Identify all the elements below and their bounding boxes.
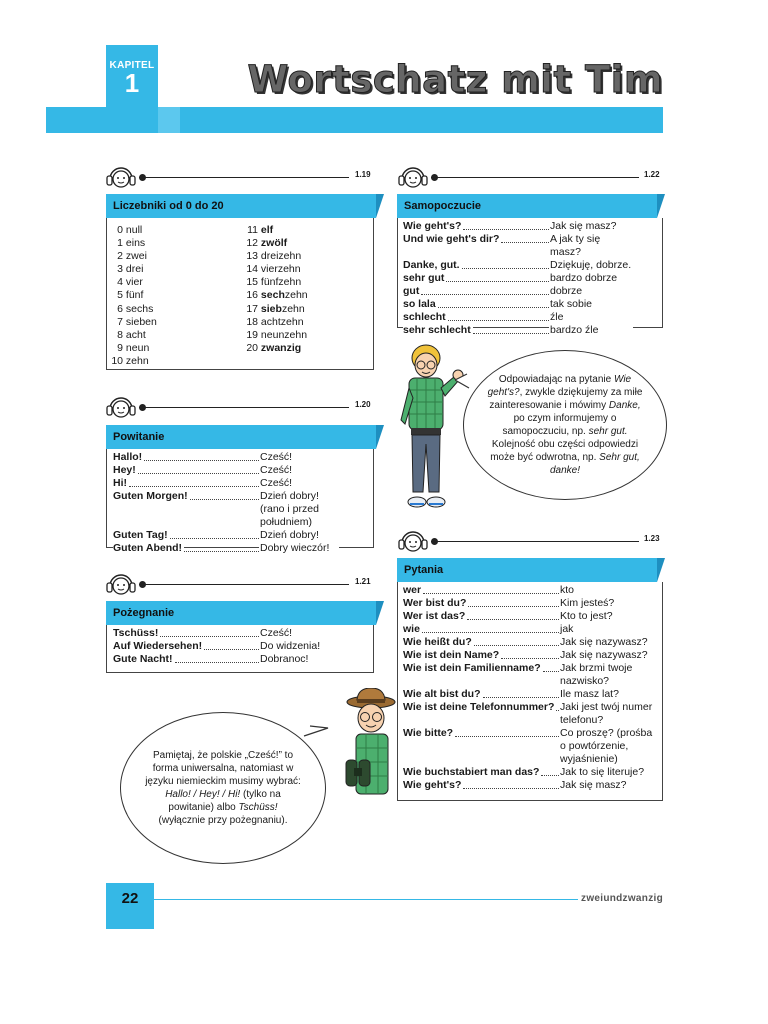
questions-box	[397, 564, 663, 801]
number-row	[110, 329, 157, 342]
vocab-row	[113, 451, 339, 464]
polish-translation: Cześć!	[259, 464, 339, 477]
number-word: vierzehn	[260, 263, 301, 276]
german-phrase: wie	[403, 623, 420, 635]
vocab-row	[113, 477, 339, 490]
polish-translation: jak	[559, 623, 657, 636]
number-row	[245, 250, 308, 263]
number-row	[245, 316, 308, 329]
number-row	[110, 316, 157, 329]
dotted-leader	[462, 259, 549, 269]
vocab-row	[403, 649, 657, 662]
tim-character-illustration	[393, 340, 471, 520]
polish-translation: Do widzenia!	[259, 640, 323, 653]
number-row	[110, 263, 157, 276]
number-row	[110, 342, 157, 355]
polish-translation: Cześć!	[259, 627, 323, 640]
dotted-leader	[170, 529, 259, 539]
numbers-column-left	[110, 224, 157, 368]
questions-box-title: Pytania	[397, 558, 657, 582]
number-row	[245, 329, 308, 342]
numbers-column-right	[245, 224, 308, 355]
number-word: eins	[125, 237, 146, 250]
vocab-row	[403, 220, 633, 233]
number-word: achtzehn	[260, 315, 304, 328]
german-phrase: Hi!	[113, 477, 127, 489]
chapter-label: KAPITEL	[109, 60, 155, 71]
dotted-leader	[474, 636, 559, 646]
german-phrase: Auf Wiedersehen!	[113, 640, 203, 652]
number-digit: 3	[117, 263, 123, 276]
german-phrase: wer	[403, 584, 422, 596]
vocab-row	[403, 766, 657, 779]
greeting-box-title: Powitanie	[106, 425, 376, 449]
polish-translation: Kim jesteś?	[559, 597, 657, 610]
dotted-leader	[421, 285, 549, 295]
german-phrase: Hey!	[113, 464, 136, 476]
number-row	[245, 263, 308, 276]
dotted-leader	[501, 233, 549, 243]
number-digit: 10	[111, 354, 123, 367]
audio-track-row[interactable]	[397, 528, 663, 556]
number-word: fünfzehn	[260, 276, 302, 289]
wellbeing-box	[397, 200, 663, 336]
wellbeing-vocab-list	[403, 220, 633, 337]
vocab-row	[403, 285, 633, 298]
dotted-leader	[446, 272, 549, 282]
german-phrase: Hallo!	[113, 451, 143, 463]
track-number: 1.21	[355, 577, 371, 586]
dotted-leader	[138, 464, 259, 474]
vocab-row	[113, 490, 339, 529]
number-digit: 8	[117, 328, 123, 341]
dotted-leader	[463, 779, 559, 789]
numbers-box	[106, 200, 374, 370]
track-number: 1.23	[644, 534, 660, 543]
audio-track-row[interactable]	[397, 164, 663, 192]
chapter-number: 1	[124, 68, 140, 98]
polish-translation: Cześć!	[259, 477, 339, 490]
german-phrase: schlecht	[403, 311, 446, 323]
vocab-row	[113, 627, 323, 640]
polish-translation: źle	[549, 311, 633, 324]
number-digit: 12	[246, 237, 258, 250]
dotted-leader	[467, 610, 559, 620]
audio-track-row[interactable]	[105, 164, 375, 192]
vocab-row	[403, 259, 633, 272]
german-phrase: sehr schlecht	[403, 324, 471, 336]
number-digit: 1	[117, 237, 123, 250]
farewell-vocab-list	[113, 627, 323, 666]
vocab-row	[403, 623, 657, 636]
number-digit: 19	[246, 328, 258, 341]
audio-line	[139, 584, 349, 585]
number-word-bold: sech	[260, 289, 285, 302]
number-row	[110, 276, 157, 289]
audio-track-row[interactable]	[105, 571, 375, 599]
number-row	[245, 276, 308, 289]
dotted-leader	[204, 640, 259, 650]
polish-translation: Jak brzmi twoje nazwisko?	[559, 662, 657, 688]
number-word: drei	[125, 263, 144, 276]
german-phrase: Wie ist deine Telefonnummer?	[403, 701, 555, 713]
speech-bubble-note-text: Pamiętaj, że polskie „Cześć!” to forma uniwersalna, natomiast w języku niemieckim musimy wybrać: Hallo! / Hey! / Hi! (tylko na powitanie) albo Tschüss! (wyłącznie przy pożegnaniu).	[145, 750, 301, 826]
number-word: zehn	[284, 289, 308, 302]
polish-translation: Dobry wieczór!	[259, 542, 339, 555]
german-phrase: sehr gut	[403, 272, 445, 284]
german-phrase: Wie heißt du?	[403, 636, 472, 648]
german-phrase: Gute Nacht!	[113, 653, 173, 665]
header-band-notch	[158, 107, 180, 133]
dotted-leader	[184, 542, 259, 552]
german-phrase: Wie geht's?	[403, 779, 462, 791]
polish-translation: Jak się nazywasz?	[559, 636, 657, 649]
german-phrase: gut	[403, 285, 420, 297]
polish-translation: Dobranoc!	[259, 653, 323, 666]
number-digit: 13	[246, 250, 258, 263]
german-phrase: Wer bist du?	[403, 597, 467, 609]
polish-translation: bardzo źle	[549, 324, 633, 337]
number-word: sechs	[125, 302, 154, 315]
polish-translation: Dziękuję, dobrze.	[550, 259, 632, 271]
german-phrase: Und wie geht's dir?	[403, 233, 500, 245]
vocab-row	[403, 610, 657, 623]
number-word-bold: zwölf	[260, 237, 288, 250]
german-phrase: Wie ist dein Name?	[403, 649, 500, 661]
number-word: zehn	[125, 354, 149, 367]
tim-binoculars-illustration	[340, 688, 398, 800]
german-phrase: Wie bitte?	[403, 727, 454, 739]
german-phrase: Guten Tag!	[113, 529, 168, 541]
number-digit: 2	[117, 250, 123, 263]
polish-translation: Kto to jest?	[559, 610, 657, 623]
polish-translation: Jak się nazywasz?	[559, 649, 657, 662]
number-word: acht	[125, 328, 146, 341]
number-digit: 6	[117, 302, 123, 315]
speech-bubble-tail	[300, 722, 330, 742]
farewell-box-title: Pożegnanie	[106, 601, 376, 625]
polish-translation: A jak ty się masz?	[549, 233, 633, 259]
number-digit: 4	[117, 276, 123, 289]
number-digit: 17	[246, 302, 258, 315]
questions-vocab-list	[403, 584, 657, 792]
german-phrase: Wer ist das?	[403, 610, 466, 622]
polish-translation: kto	[559, 584, 657, 597]
audio-line	[431, 177, 639, 178]
dotted-leader	[438, 298, 549, 308]
number-digit: 5	[117, 289, 123, 302]
number-word: zehn	[281, 302, 305, 315]
headphones-icon[interactable]	[397, 528, 429, 556]
vocab-row	[403, 779, 657, 792]
vocab-row	[403, 311, 633, 324]
polish-translation: Dzień dobry! (rano i przed południem)	[259, 490, 339, 529]
numbers-box-title: Liczebniki od 0 do 20	[106, 194, 376, 218]
polish-translation: Jaki jest twój numer telefonu?	[559, 701, 657, 727]
number-word-bold: zwanzig	[260, 341, 302, 354]
number-row	[110, 224, 157, 237]
number-digit: 18	[246, 315, 258, 328]
german-phrase: Wie geht's?	[403, 220, 462, 232]
german-phrase: Tschüss!	[113, 627, 159, 639]
polish-translation: tak sobie	[549, 298, 633, 311]
german-phrase: so lala	[403, 298, 436, 310]
vocab-row	[403, 324, 633, 337]
number-row	[110, 289, 157, 302]
number-row	[245, 303, 308, 316]
number-word: zwei	[125, 250, 147, 263]
headphones-icon[interactable]	[105, 394, 137, 422]
number-word: sieben	[125, 315, 157, 328]
polish-translation: Jak się masz?	[559, 779, 657, 792]
vocab-row	[113, 464, 339, 477]
number-row	[110, 355, 157, 368]
number-word: fünf	[125, 289, 144, 302]
dotted-leader	[463, 220, 549, 230]
vocab-row	[403, 233, 633, 259]
dotted-leader	[422, 623, 559, 633]
number-word: vier	[125, 276, 143, 289]
vocab-row	[403, 298, 633, 311]
german-phrase: Wie alt bist du?	[403, 688, 481, 700]
vocab-row	[403, 636, 657, 649]
vocab-row	[403, 688, 657, 701]
number-word: null	[125, 224, 143, 236]
greeting-vocab-list	[113, 451, 339, 555]
number-row	[245, 224, 308, 237]
page-number-word: zweiundzwanzig	[581, 893, 663, 904]
polish-translation: Jak to się literuje?	[559, 766, 657, 779]
dotted-leader	[501, 649, 559, 659]
dotted-leader	[129, 477, 259, 487]
vocab-row	[403, 701, 657, 727]
vocab-row	[113, 640, 323, 653]
german-phrase: Danke, gut.	[403, 259, 460, 271]
german-phrase: Guten Abend!	[113, 542, 183, 554]
dotted-leader	[175, 653, 259, 663]
wellbeing-box-title: Samopoczucie	[397, 194, 657, 218]
polish-translation: Ile masz lat?	[559, 688, 657, 701]
dotted-leader	[423, 584, 559, 594]
dotted-leader	[541, 766, 559, 776]
german-phrase: Wie buchstabiert man das?	[403, 766, 540, 778]
polish-translation: Jak się masz?	[549, 220, 633, 233]
polish-translation: Co proszę? (prośba o powtórzenie, wyjaśnienie)	[559, 727, 657, 766]
dotted-leader	[190, 490, 259, 500]
vocab-row	[403, 727, 657, 766]
number-row	[110, 250, 157, 263]
number-row	[110, 237, 157, 250]
number-digit: 11	[247, 224, 258, 236]
polish-translation: dobrze	[549, 285, 633, 298]
number-digit: 15	[246, 276, 258, 289]
german-phrase: Guten Morgen!	[113, 490, 188, 502]
audio-line	[431, 541, 639, 542]
vocab-row	[403, 597, 657, 610]
footer-divider	[154, 899, 578, 900]
audio-track-row[interactable]	[105, 394, 375, 422]
speech-bubble-tail	[455, 372, 477, 392]
dotted-leader	[543, 662, 559, 672]
number-digit: 16	[246, 289, 258, 302]
number-row	[245, 342, 308, 355]
number-word: dreizehn	[260, 250, 302, 263]
dotted-leader	[468, 597, 559, 607]
number-row	[245, 289, 308, 302]
german-phrase: Wie ist dein Familienname?	[403, 662, 541, 674]
track-number: 1.20	[355, 400, 371, 409]
dotted-leader	[448, 311, 549, 321]
speech-bubble-note	[120, 712, 326, 864]
greeting-box	[106, 431, 374, 554]
speech-bubble-tip	[463, 350, 667, 500]
farewell-box	[106, 607, 374, 673]
track-number: 1.22	[644, 170, 660, 179]
number-row	[110, 303, 157, 316]
page-number: 22	[121, 890, 139, 907]
vocab-row	[403, 662, 657, 688]
track-number: 1.19	[355, 170, 371, 179]
number-word: neunzehn	[260, 328, 308, 341]
headphones-icon[interactable]	[105, 164, 137, 192]
chapter-tab	[106, 45, 158, 107]
vocab-row	[113, 542, 339, 555]
dotted-leader	[455, 727, 559, 737]
polish-translation: bardzo dobrze	[549, 272, 633, 285]
dotted-leader	[160, 627, 259, 637]
vocab-row	[403, 272, 633, 285]
number-row	[245, 237, 308, 250]
headphones-icon[interactable]	[105, 571, 137, 599]
number-digit: 0	[117, 224, 123, 236]
number-word: neun	[125, 341, 150, 354]
page-title: Wortschatz mit Tim	[247, 58, 663, 101]
number-digit: 7	[117, 315, 123, 328]
speech-bubble-text: Odpowiadając na pytanie Wie geht's?, zwykle dziękujemy za miłe zainteresowanie i mówimy Danke, po czym informujemy o samopoczuciu, np. sehr gut. Kolejność obu części odpowiedzi może być odwrotna, np. Sehr gut, danke!	[487, 374, 643, 476]
number-word-bold: elf	[260, 224, 274, 236]
polish-translation: Dzień dobry!	[259, 529, 339, 542]
audio-line	[139, 177, 349, 178]
vocab-row	[113, 529, 339, 542]
number-word-bold: sieb	[260, 302, 282, 315]
header-band	[46, 107, 663, 133]
number-digit: 20	[246, 341, 258, 354]
polish-translation: Cześć!	[259, 451, 339, 464]
vocab-row	[113, 653, 323, 666]
audio-line	[139, 407, 349, 408]
vocab-row	[403, 584, 657, 597]
number-digit: 9	[117, 341, 123, 354]
dotted-leader	[144, 451, 259, 461]
headphones-icon[interactable]	[397, 164, 429, 192]
dotted-leader	[473, 324, 549, 334]
number-digit: 14	[246, 263, 258, 276]
dotted-leader	[483, 688, 560, 698]
